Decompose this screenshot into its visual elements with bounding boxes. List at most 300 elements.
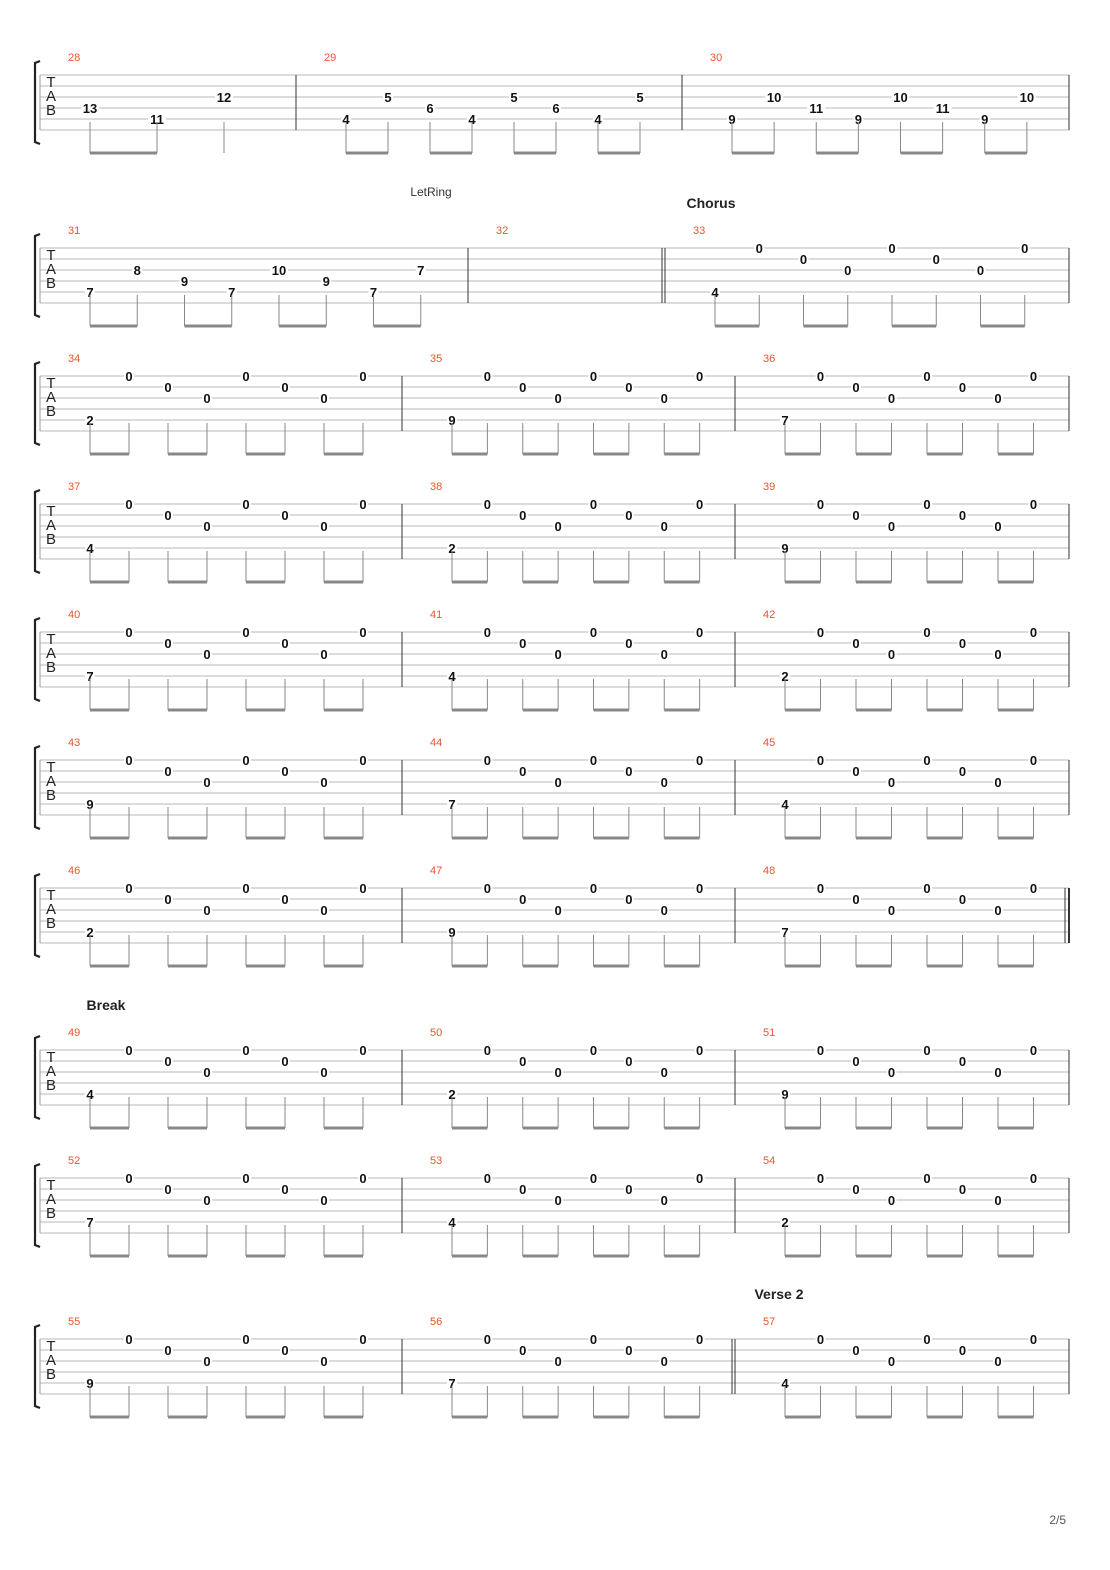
fret-number: 0 (852, 892, 860, 907)
tab-clef-letter: B (45, 787, 57, 804)
fret-number: 4 (448, 669, 456, 684)
fret-number: 0 (923, 625, 931, 640)
fret-number: 4 (86, 541, 94, 556)
fret-number: 0 (554, 647, 562, 662)
fret-number: 0 (554, 519, 562, 534)
fret-number: 0 (359, 1171, 367, 1186)
fret-number: 0 (660, 647, 668, 662)
fret-number: 0 (799, 252, 808, 267)
system-bracket (35, 61, 40, 144)
fret-number: 0 (958, 764, 967, 779)
system-bracket (35, 1325, 40, 1408)
fret-number: 10 (271, 263, 287, 278)
measure-number: 39 (763, 481, 776, 493)
fret-number: 0 (519, 636, 527, 651)
measure-number: 49 (68, 1027, 81, 1039)
fret-number: 10 (893, 90, 908, 105)
fret-number: 0 (923, 1332, 931, 1347)
fret-number: 10 (766, 90, 782, 105)
fret-number: 0 (320, 519, 328, 534)
fret-number: 9 (728, 112, 736, 127)
fret-number: 0 (660, 519, 668, 534)
fret-number: 5 (384, 90, 392, 105)
fret-number: 0 (696, 497, 704, 512)
fret-number: 0 (625, 1054, 633, 1069)
fret-number: 0 (483, 1171, 491, 1186)
measure-number: 52 (68, 1155, 81, 1167)
measure-number: 30 (710, 52, 723, 64)
fret-number: 0 (554, 1354, 562, 1369)
fret-number: 0 (816, 1332, 825, 1347)
fret-number: 0 (359, 1043, 367, 1058)
measure-number: 56 (430, 1316, 443, 1328)
fret-number: 0 (242, 881, 250, 896)
fret-number: 0 (923, 497, 931, 512)
fret-number: 4 (342, 112, 350, 127)
tab-clef-letter: A (45, 517, 57, 534)
page-number: 2/5 (1049, 1513, 1066, 1527)
fret-number: 0 (1029, 625, 1038, 640)
fret-number: 0 (281, 508, 289, 523)
fret-number: 0 (932, 252, 940, 267)
fret-number: 0 (483, 497, 491, 512)
fret-number: 0 (589, 1332, 598, 1347)
tab-clef-letter: A (45, 645, 57, 662)
fret-number: 0 (660, 391, 668, 406)
fret-number: 2 (86, 413, 94, 428)
fret-number: 0 (281, 380, 289, 395)
fret-number: 11 (809, 101, 824, 116)
fret-number: 0 (125, 497, 133, 512)
system-bracket (35, 362, 40, 445)
tab-clef-letter: B (45, 1366, 57, 1383)
fret-number: 9 (86, 1376, 94, 1391)
fret-number: 10 (1019, 90, 1035, 105)
fret-number: 0 (696, 881, 704, 896)
fret-number: 0 (660, 1193, 668, 1208)
fret-number: 0 (660, 775, 668, 790)
fret-number: 7 (369, 285, 378, 300)
measure-number: 29 (324, 52, 337, 64)
fret-number: 9 (322, 274, 330, 289)
fret-number: 0 (958, 1343, 967, 1358)
fret-number: 0 (320, 1193, 328, 1208)
fret-number: 0 (554, 1193, 562, 1208)
fret-number: 0 (852, 1054, 860, 1069)
fret-number: 2 (448, 1087, 456, 1102)
fret-number: 0 (320, 1354, 328, 1369)
tab-clef-letter: A (45, 901, 57, 918)
tab-clef-letter: T (46, 759, 56, 776)
fret-number: 0 (852, 636, 860, 651)
fret-number: 0 (203, 391, 211, 406)
fret-number: 0 (164, 892, 172, 907)
fret-number: 0 (589, 625, 598, 640)
fret-number: 0 (994, 1193, 1002, 1208)
tab-clef-letter: A (45, 88, 57, 105)
fret-number: 0 (755, 241, 763, 256)
fret-number: 0 (281, 1054, 289, 1069)
fret-number: 0 (888, 241, 896, 256)
fret-number: 0 (164, 636, 172, 651)
fret-number: 0 (1029, 1171, 1038, 1186)
fret-number: 0 (320, 775, 328, 790)
fret-number: 12 (216, 90, 232, 105)
fret-number: 0 (844, 263, 852, 278)
fret-number: 0 (994, 519, 1002, 534)
fret-number: 0 (1029, 881, 1038, 896)
fret-number: 0 (625, 380, 633, 395)
tab-clef-letter: A (45, 1063, 57, 1080)
fret-number: 0 (625, 636, 633, 651)
fret-number: 0 (203, 647, 211, 662)
fret-number: 0 (816, 881, 825, 896)
tab-clef-letter: A (45, 773, 57, 790)
fret-number: 0 (625, 1182, 633, 1197)
fret-number: 0 (483, 1332, 491, 1347)
tab-clef-letter: B (45, 1205, 57, 1222)
tab-clef-letter: B (45, 1077, 57, 1094)
tab-clef-letter: B (45, 531, 57, 548)
fret-number: 0 (958, 892, 967, 907)
fret-number: 0 (519, 764, 527, 779)
fret-number: 0 (958, 636, 967, 651)
fret-number: 0 (242, 369, 250, 384)
fret-number: 0 (887, 519, 896, 534)
fret-number: 9 (180, 274, 189, 289)
annotation-text: LetRing (410, 185, 452, 199)
fret-number: 0 (281, 764, 289, 779)
fret-number: 0 (554, 775, 562, 790)
fret-number: 0 (887, 1193, 896, 1208)
fret-number: 0 (203, 1354, 211, 1369)
fret-number: 0 (994, 903, 1002, 918)
fret-number: 0 (164, 1182, 172, 1197)
fret-number: 0 (320, 903, 328, 918)
section-label: Verse 2 (754, 1286, 804, 1302)
fret-number: 0 (589, 1171, 598, 1186)
fret-number: 0 (852, 508, 860, 523)
fret-number: 0 (696, 369, 704, 384)
fret-number: 0 (125, 753, 133, 768)
measure-number: 32 (496, 225, 509, 237)
fret-number: 0 (660, 903, 668, 918)
tab-clef-letter: B (45, 275, 57, 292)
measure-number: 46 (68, 865, 81, 877)
fret-number: 0 (203, 775, 211, 790)
tab-clef-letter: B (45, 915, 57, 932)
tab-clef-letter: T (46, 1177, 56, 1194)
fret-number: 0 (589, 881, 598, 896)
fret-number: 0 (320, 647, 328, 662)
fret-number: 0 (923, 1171, 931, 1186)
fret-number: 0 (483, 881, 491, 896)
fret-number: 0 (887, 1354, 896, 1369)
measure-number: 28 (68, 52, 81, 64)
fret-number: 0 (887, 1065, 896, 1080)
tab-clef-letter: T (46, 631, 56, 648)
fret-number: 9 (781, 541, 789, 556)
tab-clef-letter: A (45, 389, 57, 406)
tab-clef-letter: A (45, 261, 57, 278)
measure-number: 31 (68, 225, 81, 237)
fret-number: 0 (483, 753, 491, 768)
fret-number: 0 (816, 1043, 825, 1058)
fret-number: 0 (976, 263, 985, 278)
fret-number: 7 (448, 1376, 456, 1391)
fret-number: 0 (203, 903, 211, 918)
fret-number: 0 (852, 1182, 860, 1197)
fret-number: 11 (150, 112, 164, 127)
fret-number: 0 (203, 519, 211, 534)
fret-number: 0 (589, 753, 598, 768)
fret-number: 0 (589, 1043, 598, 1058)
fret-number: 7 (417, 263, 425, 278)
tab-clef-letter: B (45, 403, 57, 420)
fret-number: 0 (164, 1343, 172, 1358)
fret-number: 0 (125, 369, 133, 384)
fret-number: 0 (320, 391, 328, 406)
fret-number: 0 (958, 1054, 967, 1069)
fret-number: 13 (82, 101, 98, 116)
fret-number: 0 (483, 1043, 491, 1058)
fret-number: 4 (86, 1087, 94, 1102)
fret-number: 0 (554, 391, 562, 406)
fret-number: 7 (781, 925, 789, 940)
fret-number: 7 (86, 285, 94, 300)
fret-number: 0 (887, 647, 896, 662)
system-bracket (35, 234, 40, 317)
fret-number: 0 (359, 497, 367, 512)
fret-number: 8 (133, 263, 141, 278)
fret-number: 4 (468, 112, 476, 127)
fret-number: 0 (852, 380, 860, 395)
measure-number: 40 (68, 609, 81, 621)
fret-number: 0 (1029, 1043, 1038, 1058)
tab-clef-letter: T (46, 247, 56, 264)
fret-number: 0 (625, 892, 633, 907)
fret-number: 0 (164, 1054, 172, 1069)
measure-number: 50 (430, 1027, 443, 1039)
fret-number: 0 (359, 369, 367, 384)
measure-number: 57 (763, 1316, 776, 1328)
measure-number: 36 (763, 353, 776, 365)
fret-number: 0 (696, 1332, 704, 1347)
system-bracket (35, 618, 40, 701)
fret-number: 4 (594, 112, 602, 127)
fret-number: 0 (242, 1043, 250, 1058)
tab-clef-letter: B (45, 102, 57, 119)
fret-number: 0 (958, 1182, 967, 1197)
fret-number: 0 (887, 391, 896, 406)
fret-number: 0 (519, 508, 527, 523)
fret-number: 0 (816, 497, 825, 512)
fret-number: 0 (519, 380, 527, 395)
fret-number: 6 (426, 101, 434, 116)
fret-number: 0 (519, 1343, 527, 1358)
fret-number: 0 (887, 903, 896, 918)
fret-number: 0 (1021, 241, 1029, 256)
tab-clef-letter: A (45, 1352, 57, 1369)
measure-number: 35 (430, 353, 443, 365)
fret-number: 0 (320, 1065, 328, 1080)
fret-number: 0 (554, 903, 562, 918)
fret-number: 9 (781, 1087, 789, 1102)
fret-number: 0 (519, 892, 527, 907)
measure-number: 47 (430, 865, 443, 877)
fret-number: 0 (281, 1182, 289, 1197)
fret-number: 0 (1029, 497, 1038, 512)
fret-number: 9 (981, 112, 989, 127)
fret-number: 0 (696, 625, 704, 640)
fret-number: 0 (589, 369, 598, 384)
fret-number: 0 (242, 625, 250, 640)
fret-number: 11 (935, 101, 950, 116)
fret-number: 0 (281, 892, 289, 907)
tab-clef-letter: A (45, 1191, 57, 1208)
fret-number: 0 (887, 775, 896, 790)
fret-number: 0 (281, 636, 289, 651)
fret-number: 0 (625, 1343, 633, 1358)
section-label: Break (86, 997, 126, 1013)
fret-number: 0 (203, 1065, 211, 1080)
fret-number: 0 (816, 753, 825, 768)
measure-number: 54 (763, 1155, 776, 1167)
measure-number: 37 (68, 481, 81, 493)
tab-clef-letter: T (46, 1338, 56, 1355)
measure-number: 33 (693, 225, 706, 237)
fret-number: 2 (781, 1215, 789, 1230)
fret-number: 0 (923, 1043, 931, 1058)
fret-number: 5 (510, 90, 518, 105)
fret-number: 4 (781, 1376, 789, 1391)
fret-number: 0 (923, 369, 931, 384)
fret-number: 0 (994, 1354, 1002, 1369)
fret-number: 0 (519, 1054, 527, 1069)
fret-number: 0 (164, 380, 172, 395)
fret-number: 0 (660, 1354, 668, 1369)
fret-number: 0 (696, 1043, 704, 1058)
fret-number: 0 (164, 764, 172, 779)
fret-number: 0 (483, 625, 491, 640)
fret-number: 7 (781, 413, 789, 428)
fret-number: 0 (852, 1343, 860, 1358)
tab-clef-letter: T (46, 887, 56, 904)
fret-number: 0 (696, 1171, 704, 1186)
system-bracket (35, 746, 40, 829)
fret-number: 0 (696, 753, 704, 768)
fret-number: 0 (125, 881, 133, 896)
system-bracket (35, 874, 40, 957)
fret-number: 0 (994, 775, 1002, 790)
measure-number: 45 (763, 737, 776, 749)
fret-number: 0 (359, 1332, 367, 1347)
fret-number: 0 (994, 1065, 1002, 1080)
fret-number: 7 (448, 797, 456, 812)
fret-number: 0 (816, 369, 825, 384)
tab-clef-letter: T (46, 74, 56, 91)
fret-number: 2 (448, 541, 456, 556)
fret-number: 0 (1029, 753, 1038, 768)
fret-number: 6 (552, 101, 560, 116)
fret-number: 0 (125, 625, 133, 640)
fret-number: 0 (958, 508, 967, 523)
fret-number: 0 (554, 1065, 562, 1080)
fret-number: 9 (86, 797, 94, 812)
fret-number: 0 (281, 1343, 289, 1358)
fret-number: 5 (636, 90, 644, 105)
fret-number: 0 (359, 625, 367, 640)
fret-number: 0 (483, 369, 491, 384)
fret-number: 0 (994, 391, 1002, 406)
system-bracket (35, 1036, 40, 1119)
tab-clef-letter: B (45, 659, 57, 676)
tab-clef-letter: T (46, 1049, 56, 1066)
fret-number: 0 (589, 497, 598, 512)
measure-number: 55 (68, 1316, 81, 1328)
fret-number: 7 (86, 669, 94, 684)
measure-number: 53 (430, 1155, 443, 1167)
fret-number: 0 (242, 1171, 250, 1186)
fret-number: 0 (1029, 1332, 1038, 1347)
fret-number: 0 (660, 1065, 668, 1080)
tab-clef-letter: T (46, 375, 56, 392)
fret-number: 0 (203, 1193, 211, 1208)
fret-number: 7 (228, 285, 236, 300)
measure-number: 44 (430, 737, 443, 749)
tab-clef-letter: T (46, 503, 56, 520)
fret-number: 9 (854, 112, 862, 127)
measure-number: 34 (68, 353, 81, 365)
measure-number: 42 (763, 609, 776, 621)
fret-number: 2 (781, 669, 789, 684)
measure-number: 38 (430, 481, 443, 493)
section-label: Chorus (686, 195, 736, 211)
fret-number: 0 (923, 753, 931, 768)
fret-number: 0 (242, 753, 250, 768)
fret-number: 0 (125, 1332, 133, 1347)
fret-number: 0 (852, 764, 860, 779)
measure-number: 48 (763, 865, 776, 877)
measure-number: 43 (68, 737, 81, 749)
fret-number: 0 (359, 753, 367, 768)
system-bracket (35, 1164, 40, 1247)
fret-number: 0 (625, 508, 633, 523)
fret-number: 0 (625, 764, 633, 779)
fret-number: 4 (781, 797, 789, 812)
fret-number: 0 (1029, 369, 1038, 384)
fret-number: 0 (816, 1171, 825, 1186)
fret-number: 9 (448, 413, 456, 428)
fret-number: 0 (958, 380, 967, 395)
system-bracket (35, 490, 40, 573)
fret-number: 0 (519, 1182, 527, 1197)
fret-number: 0 (125, 1043, 133, 1058)
fret-number: 0 (125, 1171, 133, 1186)
fret-number: 4 (711, 285, 719, 300)
fret-number: 0 (242, 1332, 250, 1347)
fret-number: 0 (923, 881, 931, 896)
measure-number: 41 (430, 609, 443, 621)
fret-number: 0 (816, 625, 825, 640)
fret-number: 0 (359, 881, 367, 896)
fret-number: 0 (164, 508, 172, 523)
fret-number: 0 (242, 497, 250, 512)
fret-number: 4 (448, 1215, 456, 1230)
fret-number: 2 (86, 925, 94, 940)
fret-number: 0 (994, 647, 1002, 662)
fret-number: 7 (86, 1215, 94, 1230)
